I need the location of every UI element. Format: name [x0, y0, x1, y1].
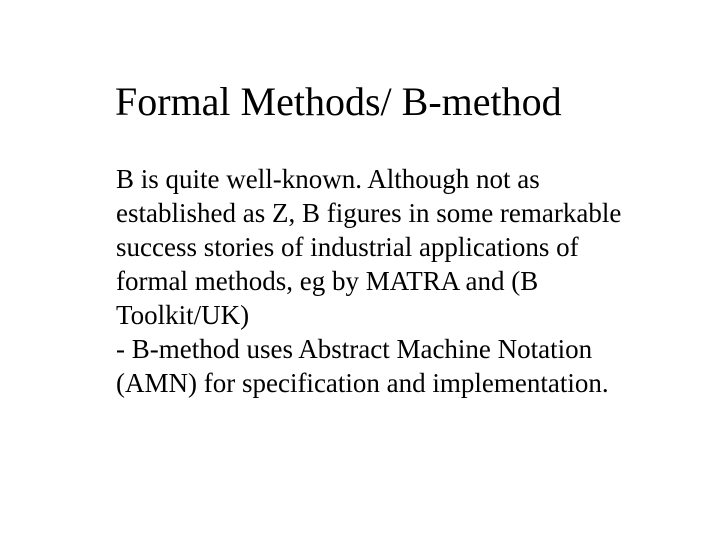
- slide-body: [116, 162, 676, 400]
- body-paragraph: - B-method uses Abstract Machine Notation (AMN) for specification and implementation.: [116, 334, 609, 398]
- body-paragraph: B is quite well-known. Although not as established as Z, B figures in some remarkable success stories of industrial applications of formal methods, eg by MATRA and (B Toolkit/UK): [116, 164, 622, 330]
- slide-title: Formal Methods/ B-method: [115, 79, 562, 124]
